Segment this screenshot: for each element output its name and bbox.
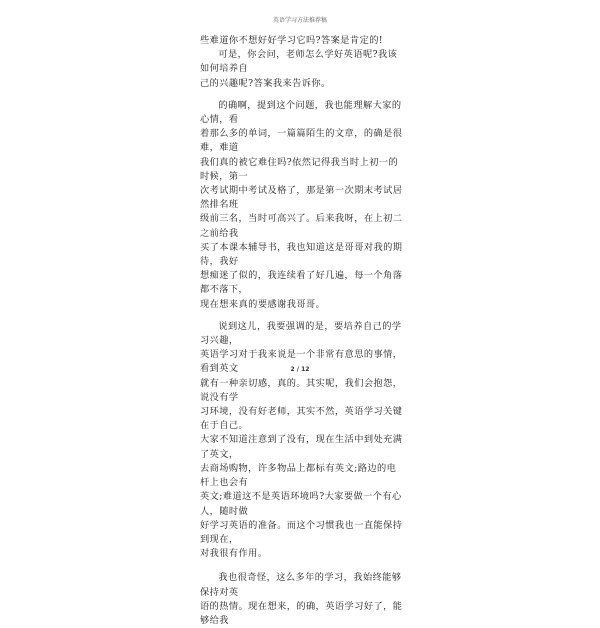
text-line: 对我很有作用。: [200, 548, 268, 560]
document-body: [200, 34, 405, 628]
text-line: 就有一种亲切感，真的。其实呢，我们会抱怨，说没有学: [200, 377, 403, 403]
text-line: 习环境，没有好老师，其实不然，英语学习关键在于自己。: [200, 406, 403, 432]
text-line: 我们真的被它难住吗?依然记得我当时上初一的时候，第一: [200, 156, 399, 182]
text-line: 好学习英语的准备。而这个习惯我也一直能保持到现在，: [200, 519, 403, 545]
text-line: 英文;难道这不是英语环境吗?大家要做一个有心人，随时做: [200, 491, 402, 517]
page-number: 2 / 12: [290, 366, 310, 373]
text-line: 英语学习对于我来说是一个非常有意思的事情，看到英文: [200, 349, 403, 375]
text-line: 可是，你会问，老师怎么学好英语呢?我该如何培养自: [200, 49, 398, 75]
text-line: 我也很奇怪，这么多年的学习，我始终能够保持对英: [200, 572, 402, 598]
text-line: 的确啊，提到这个问题，我也能理解大家的心情，看: [200, 99, 402, 126]
text-line: 去商场购物，许多物品上都标有英文;路边的电杆上也会有: [200, 462, 397, 489]
text-line: 级前三名，当时可高兴了。后来我呀，在上初二之前给我: [200, 213, 403, 239]
text-line: 些难道你不想好好学习它吗?答案是肯定的!: [200, 35, 383, 46]
text-line: 次考试期中考试及格了，那是第一次期末考试居然排名班: [200, 185, 403, 211]
text-line: 说到这儿，我要强调的是，要培养自己的学习兴趣，: [200, 320, 402, 347]
page-header-title: 英语学习方法推荐稿: [272, 17, 327, 24]
text-line: 想痴迷了似的，我连续看了好几遍，每一个角落都不落下，: [200, 270, 403, 296]
text-line: 己的兴趣呢?答案我来告诉你。: [200, 77, 331, 89]
text-line: 语的热情。现在想来，的确，英语学习好了，能够给我: [200, 600, 403, 626]
text-line: 着那么多的单词，一篇篇陌生的文章，的确是很难，难道: [200, 128, 403, 154]
text-line: 大家不知道注意到了没有，现在生活中到处充满了英文，: [200, 434, 403, 460]
text-line: 买了本课本辅导书，我也知道这是哥哥对我的期待，我好: [200, 241, 403, 268]
text-line: 现在想来真的要感谢我哥哥。: [200, 298, 326, 310]
